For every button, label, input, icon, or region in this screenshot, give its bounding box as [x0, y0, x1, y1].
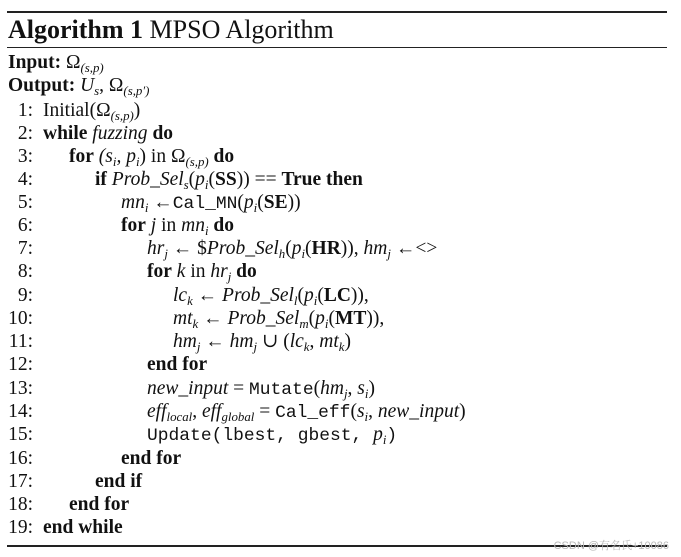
omega-symbol: Ω: [170, 146, 186, 167]
hm-var: hm: [363, 238, 388, 259]
k-var: k: [176, 261, 186, 282]
s-var: s: [357, 378, 365, 399]
keyword-true-then: True then: [281, 169, 363, 190]
eff-var: eff: [201, 401, 222, 422]
omega-subscript: (s,p): [80, 61, 104, 76]
line-number: 11:: [8, 331, 33, 352]
keyword-end-for: end for: [121, 448, 182, 469]
mn-var: mn: [121, 192, 145, 213]
separator: ,: [99, 75, 105, 96]
index-j: j: [343, 387, 348, 402]
sub-global: global: [221, 410, 255, 425]
index-j: j: [387, 247, 391, 262]
keyword-do: do: [152, 123, 174, 144]
sub-m: m: [299, 317, 309, 332]
omega-subscript: (s,p): [185, 155, 209, 170]
mutate-func: Mutate: [249, 380, 314, 400]
keyword-do: do: [236, 261, 257, 282]
output-label: Output:: [8, 75, 76, 96]
sub-s: s: [183, 178, 189, 193]
watermark: CSDN @有名氏+10086: [553, 540, 669, 552]
lc-var: lc: [173, 285, 188, 306]
p-var: p: [315, 308, 325, 329]
line-number: 4:: [17, 169, 33, 190]
keyword-for: for: [121, 215, 146, 236]
sub-l: l: [293, 294, 298, 309]
keyword-in: in: [150, 146, 167, 167]
mt-var: mt: [319, 331, 339, 352]
p-var: p: [303, 285, 314, 306]
p-var: p: [195, 169, 205, 190]
index-k: k: [192, 317, 199, 332]
sub-local: local: [166, 410, 193, 425]
fuzzing-variable: fuzzing: [92, 123, 148, 144]
sub-h: h: [278, 247, 286, 262]
cal-mn-func: Cal_MN: [172, 194, 238, 214]
equals-op: =: [233, 378, 245, 399]
algorithm-block: Algorithm 1 MPSO Algorithm Input: $\Omega_{(s,p)}$ Output: $U_s$, $\Omega_{(s,p')}$ 1: $Initial(\Omega_{(s,p)})$ 2: while fuzzing do 3: for ($s_i$, $p_i$) in $\Omega_{(s,p)}$ do 4: if $Prob\_Sel_s(p_i(SS))$ == True then 5: $mn_i$ $\leftarrow Cal\_MN(p_i(SE))$ 6: for j in $mn_i$ do 7: $hr_j$ ← $\$Prob\_Sel_h(p_i(HR))$, $hm_j$ ←<> 8: for k in $hr_j$ do 9: $lc_k$ ← $Prob\_Sel_l(p_i(LC))$, 10: $mt_k$ ← $Prob\_Sel_m(p_i(MT))$, 11: $hm_j$ ← $hm_j$ ∪ ($lc_k$, $mt_k$) 12: end for 13: new_input = $Mutate(hm_j$, $s_i$) 14: eff$_{local}$, $eff_{global} = Cal\_eff(s_i$, new_input) 15: Update(lbest, gbest, $p_i$) 16: end for 17: end if 18: end for 19: end while: [0, 0, 681, 557]
j-var: j: [150, 215, 157, 236]
assign-arrow: ←: [153, 192, 173, 213]
algorithm-caption: [8, 14, 334, 46]
index-i: i: [364, 387, 369, 402]
arg-ss: SS: [215, 169, 237, 190]
p-var: p: [243, 192, 254, 213]
initial-call: Initial(: [43, 100, 97, 121]
line-number: 5:: [17, 192, 33, 213]
omega-symbol: Ω: [108, 75, 124, 96]
equality-op: ==: [249, 169, 282, 190]
prob-sel: Prob_Sel: [206, 238, 279, 259]
keyword-for: for: [69, 146, 94, 167]
index-k: k: [303, 340, 310, 355]
assign-arrow: ←: [203, 308, 223, 329]
line-number: 13:: [8, 378, 33, 399]
prob-sel: Prob_Sel: [227, 308, 300, 329]
line-number: 7:: [17, 238, 33, 259]
index-i: i: [253, 201, 258, 216]
line-number: 10:: [8, 308, 33, 329]
index-i: i: [382, 433, 387, 448]
hm-var: hm: [173, 331, 197, 352]
hr-var: hr: [210, 261, 228, 282]
new-input-var: new_input: [147, 378, 229, 399]
arg-se: SE: [263, 192, 288, 213]
mt-var: mt: [173, 308, 193, 329]
keyword-end-if: end if: [95, 471, 143, 492]
mn-var: mn: [181, 215, 205, 236]
assign-arrow: ←: [205, 331, 225, 352]
index-i: i: [324, 317, 329, 332]
index-j: j: [164, 247, 168, 262]
line-number: 12:: [8, 354, 33, 375]
index-i: i: [112, 155, 117, 170]
p-var: p: [291, 238, 302, 259]
line-number: 16:: [8, 448, 33, 469]
line-number: 19:: [8, 517, 33, 538]
line-number: 6:: [17, 215, 33, 236]
update-call: Update(lbest, gbest,: [147, 426, 374, 446]
keyword-do: do: [213, 215, 235, 236]
keyword-for: for: [147, 261, 172, 282]
line-number: 18:: [8, 494, 33, 515]
index-i: i: [313, 294, 318, 309]
line-number: 9:: [17, 285, 33, 306]
new-input-var: new_input: [377, 401, 460, 422]
arg-hr: HR: [311, 238, 341, 259]
index-i: i: [301, 247, 306, 262]
arg-lc: LC: [323, 285, 351, 306]
hr-var: hr: [147, 238, 165, 259]
keyword-end-for: end for: [69, 494, 130, 515]
hm-var: hm: [320, 378, 344, 399]
index-j: j: [196, 340, 201, 355]
algorithm-name: MPSO Algorithm: [149, 15, 334, 44]
pair-open: (s: [98, 146, 113, 167]
assign-arrow: ←: [395, 238, 416, 259]
omega-subscript: (s,p′): [123, 84, 150, 99]
index-i: i: [364, 410, 369, 425]
union-op: ∪: [261, 331, 279, 352]
index-j: j: [227, 270, 232, 285]
index-k: k: [187, 294, 193, 309]
index-j: j: [253, 340, 258, 355]
keyword-do: do: [213, 146, 235, 167]
top-rule: [7, 11, 667, 13]
line-number: 3:: [17, 146, 33, 167]
keyword-if: if: [95, 169, 107, 190]
cal-eff-func: Cal_eff: [275, 403, 351, 423]
empty-set: <>: [415, 238, 438, 259]
keyword-end-while: end while: [43, 517, 123, 538]
line-number: 8:: [17, 261, 33, 282]
dollar-sign: $: [197, 238, 207, 259]
hm-var: hm: [229, 331, 254, 352]
algorithm-label: Algorithm 1: [8, 15, 144, 44]
line-number: 2:: [17, 123, 33, 144]
eff-var: eff: [147, 401, 167, 422]
omega-symbol: Ω: [96, 100, 111, 121]
omega-subscript: (s,p): [110, 109, 134, 124]
index-i: i: [204, 178, 209, 193]
line-number: 17:: [8, 471, 33, 492]
lc-var: lc: [289, 331, 304, 352]
u-symbol: U: [80, 75, 95, 96]
u-subscript: s: [94, 84, 100, 99]
line-number: 14:: [8, 401, 33, 422]
keyword-in: in: [161, 215, 177, 236]
arg-mt: MT: [334, 308, 367, 329]
keyword-in: in: [190, 261, 206, 282]
caption-rule: [7, 47, 667, 48]
keyword-while: while: [43, 123, 88, 144]
omega-symbol: Ω: [66, 52, 81, 73]
prob-sel: Prob_Sel: [111, 169, 184, 190]
equals-op: =: [259, 401, 271, 422]
index-i: i: [135, 155, 140, 170]
p-var: p: [373, 424, 383, 445]
assign-arrow: ←: [197, 285, 218, 306]
index-k: k: [338, 340, 345, 355]
pair-close: ): [139, 146, 147, 167]
index-i: i: [144, 201, 149, 216]
prob-sel: Prob_Sel: [222, 285, 294, 306]
close-paren: ): [133, 100, 141, 121]
index-i: i: [204, 224, 209, 239]
input-label: Input:: [8, 52, 62, 73]
assign-arrow: ←: [172, 238, 193, 259]
pair-p: , p: [116, 146, 136, 167]
line-number: 1:: [17, 100, 33, 121]
s-var: s: [356, 401, 365, 422]
line-number: 15:: [8, 424, 33, 445]
keyword-end-for: end for: [147, 354, 208, 375]
